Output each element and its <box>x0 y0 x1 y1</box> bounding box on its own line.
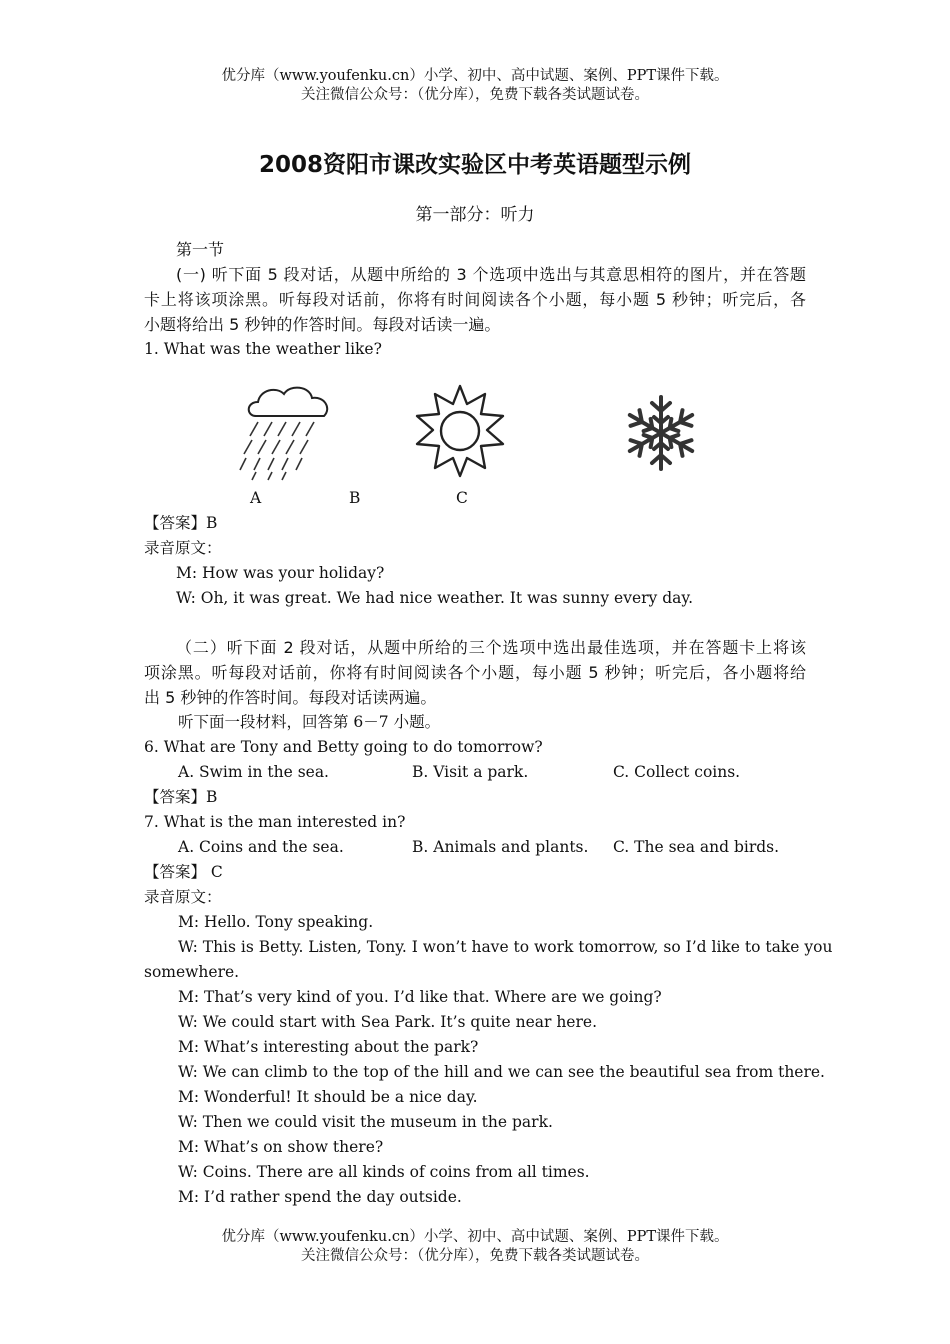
option-label-a: A <box>250 489 262 507</box>
transcript-line: M: I’d rather spend the day outside. <box>178 1188 462 1206</box>
transcript-line: M: Wonderful! It should be a nice day. <box>178 1088 478 1106</box>
option-label-b: B <box>349 489 361 507</box>
transcript-line: M: How was your holiday? <box>176 564 385 582</box>
q7-option-a: A. Coins and the sea. <box>178 838 344 856</box>
q7-option-c: C. The sea and birds. <box>613 838 780 856</box>
snowflake-icon <box>615 394 707 472</box>
transcript-line: W: We can climb to the top of the hill and we can see the beautiful sea from there. <box>178 1063 825 1081</box>
instruction-line: (一) 听下面 5 段对话，从题中所给的 3 个选项中选出与其意思相符的图片，并在答题 <box>176 265 806 284</box>
transcript-line: M: Hello. Tony speaking. <box>178 913 374 931</box>
answer-7: 【答案】 C <box>144 863 223 881</box>
header-line-1: 优分库（www.youfenku.cn）小学、初中、高中试题、案例、PPT课件下载。 <box>221 68 729 84</box>
instruction-line: （二）听下面 2 段对话，从题中所给的三个选项中选出最佳选项，并在答题卡上将该 <box>176 638 806 657</box>
transcript-line: W: This is Betty. Listen, Tony. I won’t have to work tomorrow, so I’d like to take you <box>178 938 833 956</box>
rain-cloud-icon <box>228 380 338 484</box>
section-label: 第一节 <box>176 240 225 259</box>
part-title: 第一部分：听力 <box>415 205 535 225</box>
question-6: 6. What are Tony and Betty going to do tomorrow? <box>144 738 543 756</box>
footer-line-1: 优分库（www.youfenku.cn）小学、初中、高中试题、案例、PPT课件下载。 <box>221 1229 729 1245</box>
header-line-2: 关注微信公众号：（优分库），免费下载各类试题试卷。 <box>301 87 649 103</box>
question-1: 1. What was the weather like? <box>144 340 382 358</box>
transcript-label: 录音原文： <box>144 539 222 557</box>
q7-option-b: B. Animals and plants. <box>412 838 589 856</box>
page-title: 2008资阳市课改实验区中考英语题型示例 <box>258 152 691 178</box>
q6-option-c: C. Collect coins. <box>613 763 741 781</box>
instruction-line: 小题将给出 5 秒钟的作答时间。每段对话读一遍。 <box>144 315 501 334</box>
answer-6: 【答案】B <box>144 788 218 806</box>
transcript-line: W: Then we could visit the museum in the park. <box>178 1113 553 1131</box>
sun-icon <box>413 382 507 480</box>
transcript-line: somewhere. <box>144 963 240 981</box>
q6-option-b: B. Visit a park. <box>412 763 529 781</box>
transcript-line: M: What’s interesting about the park? <box>178 1038 479 1056</box>
q6-option-a: A. Swim in the sea. <box>178 763 329 781</box>
instruction-line: 项涂黑。听每段对话前，你将有时间阅读各个小题，每小题 5 秒钟；听完后，各小题将给 <box>144 663 806 682</box>
question-7: 7. What is the man interested in? <box>144 813 406 831</box>
instruction-line: 卡上将该项涂黑。听每段对话前，你将有时间阅读各个小题，每小题 5 秒钟；听完后，各 <box>144 290 806 309</box>
transcript-line: W: Coins. There are all kinds of coins from all times. <box>178 1163 590 1181</box>
transcript-line: M: That’s very kind of you. I’d like that. Where are we going? <box>178 988 662 1006</box>
sub-instruction: 听下面一段材料，回答第 6－7 小题。 <box>178 713 441 731</box>
footer-line-2: 关注微信公众号：（优分库），免费下载各类试题试卷。 <box>301 1248 649 1264</box>
transcript-line: M: What’s on show there? <box>178 1138 384 1156</box>
option-label-c: C <box>456 489 468 507</box>
transcript-line: W: We could start with Sea Park. It’s quite near here. <box>178 1013 597 1031</box>
transcript-line: W: Oh, it was great. We had nice weather. It was sunny every day. <box>176 589 694 607</box>
answer-1: 【答案】B <box>144 514 218 532</box>
instruction-line: 出 5 秒钟的作答时间。每段对话读两遍。 <box>144 688 437 707</box>
transcript-label: 录音原文： <box>144 888 222 906</box>
